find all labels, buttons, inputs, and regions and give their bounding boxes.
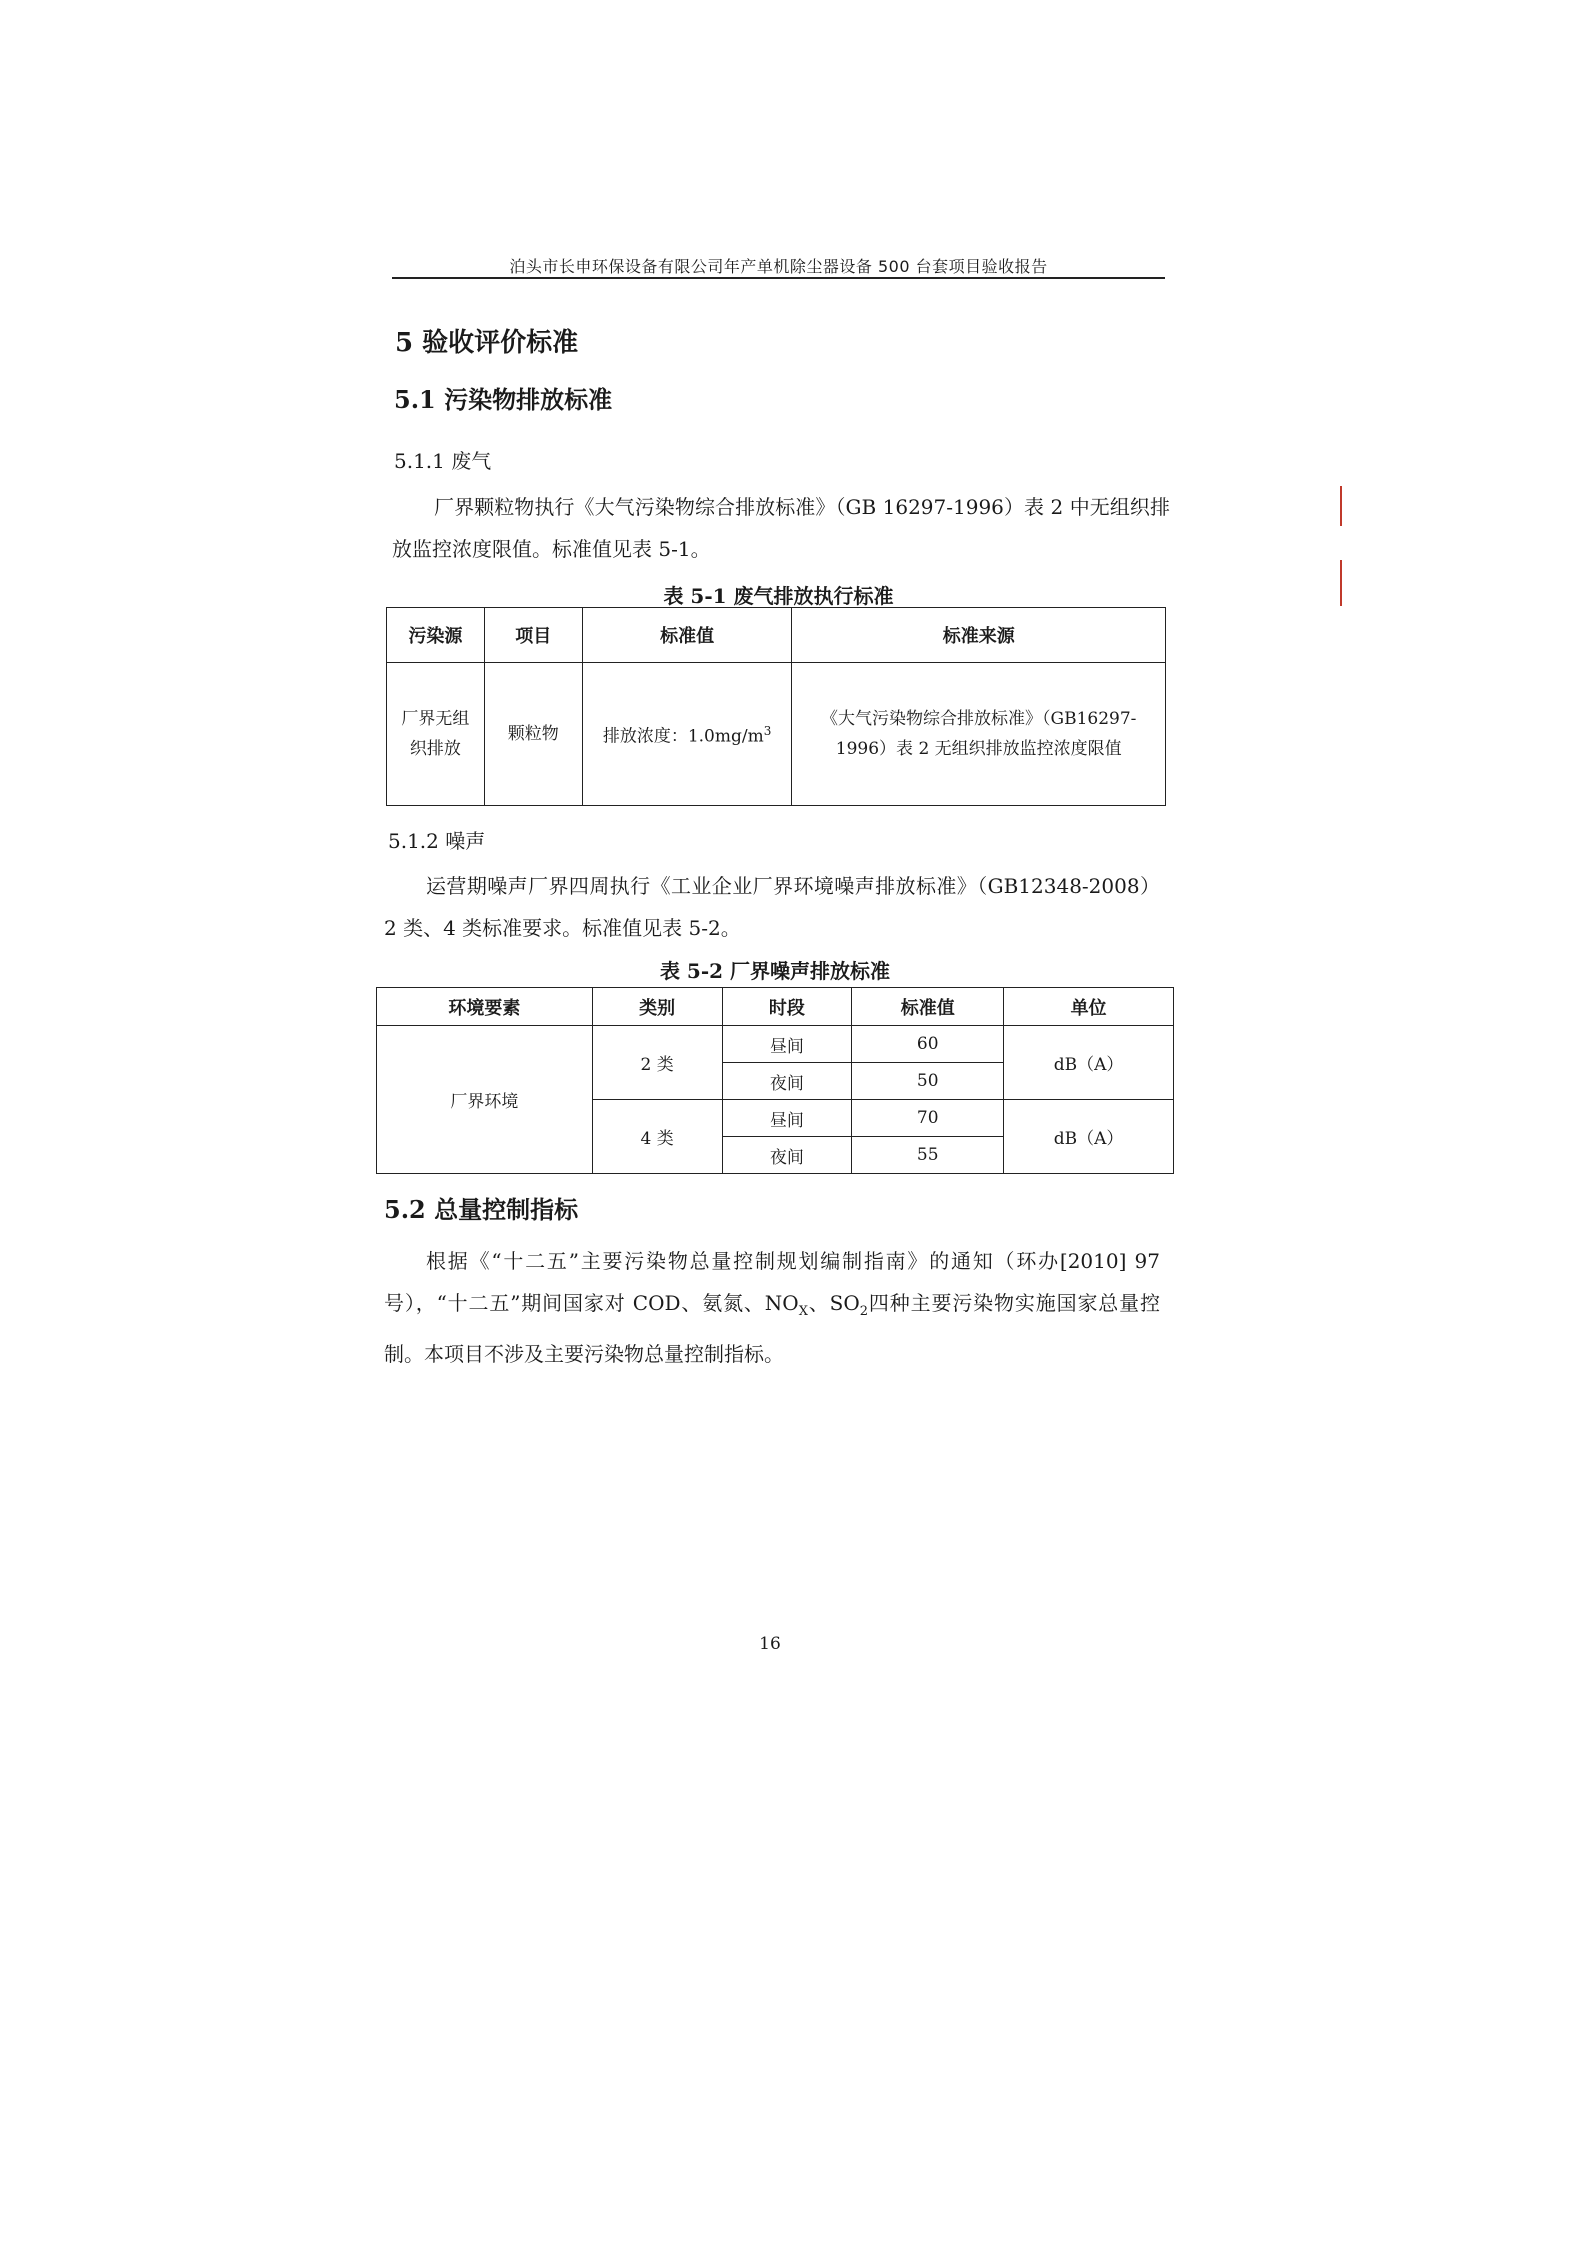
table2-period-cell: 夜间	[722, 1063, 852, 1100]
table2-header-cell: 环境要素	[377, 988, 593, 1026]
table1-header-cell: 污染源	[387, 608, 485, 663]
table1-basis-cell: 《大气污染物综合排放标准》（GB16297-1996）表 2 无组织排放监控浓度限值	[792, 663, 1166, 806]
table-row	[377, 1026, 1174, 1063]
table2-header-cell: 时段	[722, 988, 852, 1026]
table1-item-cell: 颗粒物	[484, 663, 582, 806]
p3-subscript-x: X	[798, 1304, 808, 1319]
table1-header-cell: 标准值	[582, 608, 792, 663]
table2-header-cell: 单位	[1004, 988, 1174, 1026]
table2-header-cell: 标准值	[852, 988, 1004, 1026]
p3-text-c: 四种主要污染物实施国家总量控制。本项目不涉及主要污染物总量控制指标。	[384, 1291, 1161, 1366]
scan-edge-mark	[1340, 560, 1342, 606]
section-title: 5 验收评价标准	[395, 328, 579, 358]
table2-value-cell: 60	[852, 1026, 1004, 1063]
table2-value-cell: 70	[852, 1100, 1004, 1137]
table2-element-cell: 厂界环境	[377, 1026, 593, 1174]
p3-text-a: 根据《“十二五”主要污染物总量控制规划编制指南》的通知（环办[2010] 97 号），“十二五”期间国家对 COD、氨氮、NO	[384, 1249, 1160, 1315]
table-waste-gas-standard	[386, 607, 1166, 806]
table1-value-cell	[582, 663, 792, 806]
table1-source-cell: 厂界无组织排放	[387, 663, 485, 806]
table2-unit-cell: dB（A）	[1004, 1026, 1174, 1100]
table2-caption: 表 5-2 厂界噪声排放标准	[659, 959, 891, 983]
table2-header-row	[377, 988, 1174, 1026]
table2-period-cell: 昼间	[722, 1100, 852, 1137]
table2-value-cell: 55	[852, 1137, 1004, 1174]
header-rule	[392, 277, 1165, 279]
table2-period-cell: 昼间	[722, 1026, 852, 1063]
table1-header-cell: 项目	[484, 608, 582, 663]
table2-value-cell: 50	[852, 1063, 1004, 1100]
table1-header-row	[387, 608, 1166, 663]
table2-category-cell: 4 类	[592, 1100, 722, 1174]
table1-header-cell: 标准来源	[792, 608, 1166, 663]
p3-text-b: 、SO	[807, 1291, 860, 1315]
paragraph-waste-gas: 厂界颗粒物执行《大气污染物综合排放标准》（GB 16297-1996）表 2 中无组织排放监控浓度限值。标准值见表 5-1。	[392, 495, 1170, 561]
table2-category-cell: 2 类	[592, 1026, 722, 1100]
subsection-title-5-1-2: 5.1.2 噪声	[388, 829, 486, 853]
paragraph-total-control	[384, 1240, 1160, 1375]
paragraph-noise: 运营期噪声厂界四周执行《工业企业厂界环境噪声排放标准》（GB12348-2008）2 类、4 类标准要求。标准值见表 5-2。	[384, 874, 1160, 940]
table1-caption: 表 5-1 废气排放执行标准	[663, 584, 894, 608]
p3-subscript-2: 2	[859, 1304, 869, 1319]
table-row	[387, 663, 1166, 806]
subsection-title-5-1: 5.1 污染物排放标准	[394, 385, 613, 414]
table2-period-cell: 夜间	[722, 1137, 852, 1174]
table1-value-text: 排放浓度：1.0mg/m	[602, 726, 764, 747]
subsection-title-5-2: 5.2 总量控制指标	[384, 1195, 579, 1224]
table2-header-cell: 类别	[592, 988, 722, 1026]
table2-unit-cell: dB（A）	[1004, 1100, 1174, 1174]
scan-edge-mark	[1340, 486, 1342, 526]
table1-value-superscript: 3	[763, 724, 772, 739]
running-header: 泊头市长申环保设备有限公司年产单机除尘器设备 500 台套项目验收报告	[509, 257, 1048, 276]
table-noise-standard	[376, 987, 1174, 1174]
page-number: 16	[759, 1634, 781, 1654]
subsection-title-5-1-1: 5.1.1 废气	[394, 449, 492, 473]
